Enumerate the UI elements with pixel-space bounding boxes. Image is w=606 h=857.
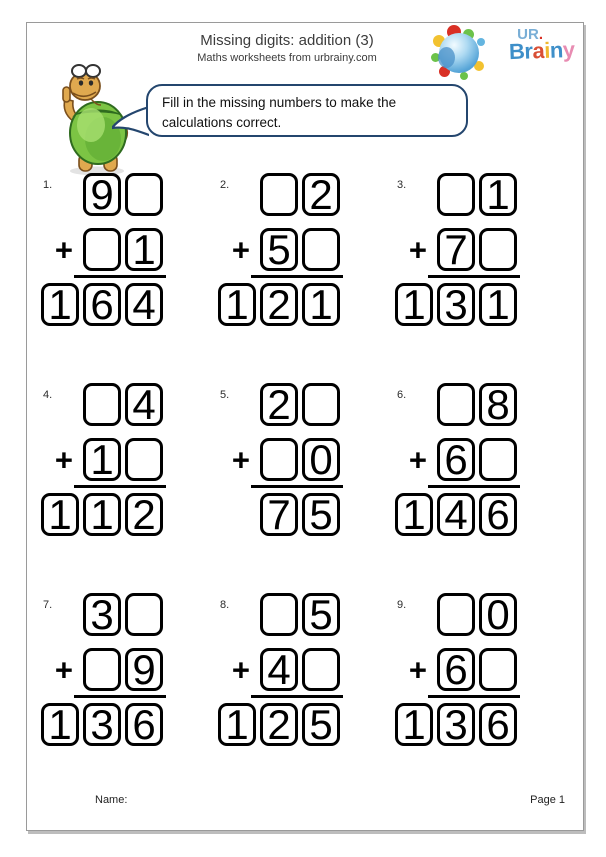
problem-number: 9. — [397, 599, 407, 611]
digit-box: 8 — [479, 383, 517, 426]
speech-bubble-text: Fill in the missing numbers to make the calculations correct. — [162, 95, 397, 131]
name-label: Name: — [95, 794, 128, 806]
problem-number: 4. — [43, 389, 53, 401]
missing-digit-box[interactable] — [125, 593, 163, 636]
digit-box: 4 — [260, 648, 298, 691]
digit-box: 3 — [83, 703, 121, 746]
digit-box: 6 — [83, 283, 121, 326]
plus-operator: + — [408, 232, 427, 267]
result-row — [395, 700, 517, 748]
missing-digit-box[interactable] — [260, 173, 298, 216]
digit-box: 2 — [302, 173, 340, 216]
speech-bubble-tail — [112, 101, 149, 141]
problem-number: 2. — [220, 179, 230, 191]
calculation — [231, 380, 340, 538]
result-row — [218, 280, 340, 328]
problem — [393, 590, 517, 748]
addend2-row — [408, 435, 517, 483]
result-row — [41, 490, 163, 538]
worksheet-subtitle: Maths worksheets from urbrainy.com — [197, 52, 377, 64]
addend1-row — [437, 380, 517, 428]
addend1-row — [83, 380, 163, 428]
digit-box: 1 — [479, 283, 517, 326]
addend2-row — [408, 225, 517, 273]
problem — [216, 170, 340, 328]
digit-box: 1 — [41, 703, 79, 746]
missing-digit-box[interactable] — [302, 228, 340, 271]
digit-box: 1 — [218, 703, 256, 746]
problem-number: 3. — [397, 179, 407, 191]
worksheet-title: Missing digits: addition (3) — [200, 32, 374, 49]
digit-box: 1 — [479, 173, 517, 216]
digit-box: 5 — [302, 703, 340, 746]
result-row — [41, 280, 163, 328]
missing-digit-box[interactable] — [125, 173, 163, 216]
equals-line — [74, 485, 166, 488]
digit-box: 1 — [395, 493, 433, 536]
equals-line — [428, 485, 520, 488]
result-row — [218, 700, 340, 748]
addend1-row — [437, 170, 517, 218]
addend2-row — [54, 435, 163, 483]
problem-number: 8. — [220, 599, 230, 611]
logo-dot: . — [538, 26, 543, 43]
plus-operator: + — [231, 442, 250, 477]
missing-digit-box[interactable] — [479, 438, 517, 481]
equals-line — [251, 695, 343, 698]
plus-operator: + — [231, 652, 250, 687]
missing-digit-box[interactable] — [83, 228, 121, 271]
calculation — [218, 170, 340, 328]
digit-box: 7 — [260, 493, 298, 536]
digit-box: 3 — [437, 703, 475, 746]
digit-box: 1 — [83, 438, 121, 481]
page-number-label: Page 1 — [530, 794, 565, 806]
equals-line — [74, 695, 166, 698]
problem — [216, 380, 340, 538]
digit-box: 2 — [260, 283, 298, 326]
addend1-row — [83, 590, 163, 638]
digit-box: 1 — [302, 283, 340, 326]
digit-box: 0 — [302, 438, 340, 481]
digit-box: 4 — [125, 383, 163, 426]
speech-bubble — [146, 84, 468, 137]
equals-line — [251, 275, 343, 278]
problems-grid — [39, 170, 517, 748]
addend2-row — [231, 645, 340, 693]
digit-box: 5 — [302, 593, 340, 636]
digit-box: 6 — [479, 703, 517, 746]
missing-digit-box[interactable] — [437, 383, 475, 426]
digit-box: 9 — [125, 648, 163, 691]
digit-box: 1 — [41, 283, 79, 326]
missing-digit-box[interactable] — [83, 648, 121, 691]
problem-number: 7. — [43, 599, 53, 611]
missing-digit-box[interactable] — [302, 383, 340, 426]
logo-letter: r — [524, 38, 534, 64]
digit-box: 6 — [479, 493, 517, 536]
digit-box: 1 — [395, 283, 433, 326]
equals-line — [428, 695, 520, 698]
result-row — [41, 700, 163, 748]
plus-operator: + — [54, 232, 73, 267]
digit-box: 3 — [83, 593, 121, 636]
plus-operator: + — [231, 232, 250, 267]
result-row — [395, 490, 517, 538]
problem-number: 5. — [220, 389, 230, 401]
calculation — [395, 170, 517, 328]
addend1-row — [83, 170, 163, 218]
calculation — [41, 590, 163, 748]
calculation — [395, 590, 517, 748]
logo-letter: n — [549, 37, 564, 63]
addend2-row — [231, 435, 340, 483]
problem — [393, 170, 517, 328]
digit-box: 1 — [125, 228, 163, 271]
equals-line — [74, 275, 166, 278]
problem-number: 6. — [397, 389, 407, 401]
logo-letter: i — [544, 37, 551, 63]
missing-digit-box[interactable] — [479, 648, 517, 691]
addend1-row — [260, 380, 340, 428]
digit-box: 7 — [437, 228, 475, 271]
missing-digit-box[interactable] — [479, 228, 517, 271]
logo-letter: y — [562, 36, 576, 63]
logo-letter: B — [509, 38, 526, 65]
plus-operator: + — [408, 652, 427, 687]
addend2-row — [54, 645, 163, 693]
result-row — [260, 490, 340, 538]
addend1-row — [437, 590, 517, 638]
digit-box: 5 — [260, 228, 298, 271]
digit-box: 6 — [437, 438, 475, 481]
digit-box: 6 — [437, 648, 475, 691]
equals-line — [428, 275, 520, 278]
digit-box: 2 — [260, 703, 298, 746]
missing-digit-box[interactable] — [125, 438, 163, 481]
plus-operator: + — [54, 442, 73, 477]
plus-operator: + — [408, 442, 427, 477]
calculation — [41, 170, 163, 328]
problem-number: 1. — [43, 179, 53, 191]
digit-box: 5 — [302, 493, 340, 536]
digit-box: 6 — [125, 703, 163, 746]
digit-box: 1 — [395, 703, 433, 746]
result-row — [395, 280, 517, 328]
logo-brainy — [509, 37, 575, 65]
addend2-row — [54, 225, 163, 273]
problem — [216, 590, 340, 748]
digit-box: 9 — [83, 173, 121, 216]
missing-digit-box[interactable] — [260, 438, 298, 481]
missing-digit-box[interactable] — [437, 593, 475, 636]
digit-box: 4 — [437, 493, 475, 536]
calculation — [218, 590, 340, 748]
problem — [39, 170, 163, 328]
logo-letter: a — [532, 37, 546, 64]
addend2-row — [231, 225, 340, 273]
page-sheet — [26, 22, 584, 831]
digit-box: 4 — [125, 283, 163, 326]
digit-box: 3 — [437, 283, 475, 326]
calculation — [41, 380, 163, 538]
digit-box: 1 — [218, 283, 256, 326]
logo-bubble-icon — [431, 25, 489, 81]
equals-line — [251, 485, 343, 488]
digit-box: 2 — [125, 493, 163, 536]
plus-operator: + — [54, 652, 73, 687]
missing-digit-box[interactable] — [437, 173, 475, 216]
problem — [39, 590, 163, 748]
missing-digit-box[interactable] — [260, 593, 298, 636]
addend1-row — [260, 170, 340, 218]
logo-ur: UR. — [517, 26, 543, 43]
problem — [393, 380, 517, 538]
digit-box: 2 — [260, 383, 298, 426]
digit-box: 1 — [83, 493, 121, 536]
missing-digit-box[interactable] — [83, 383, 121, 426]
urbrainy-logo — [431, 25, 577, 85]
addend1-row — [260, 590, 340, 638]
missing-digit-box[interactable] — [302, 648, 340, 691]
digit-box: 1 — [41, 493, 79, 536]
problem — [39, 380, 163, 538]
digit-box: 0 — [479, 593, 517, 636]
addend2-row — [408, 645, 517, 693]
calculation — [395, 380, 517, 538]
